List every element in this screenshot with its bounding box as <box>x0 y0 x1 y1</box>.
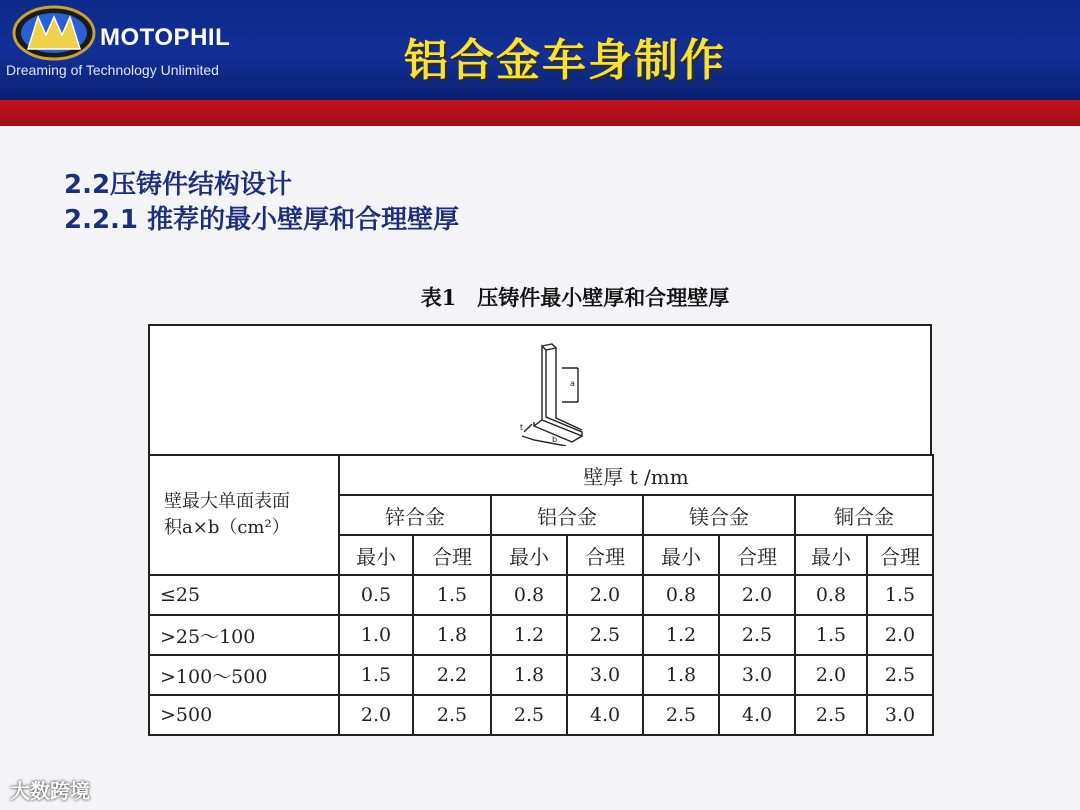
table-cell: 2.5 <box>491 695 567 735</box>
svg-text:b: b <box>552 435 558 444</box>
thickness-header: 壁厚 t /mm <box>339 455 933 495</box>
area-header-line2: 积a×b（cm²） <box>164 517 290 538</box>
diagram-cell <box>148 324 932 454</box>
watermark <box>10 775 90 804</box>
svg-text:a: a <box>570 379 575 388</box>
table-cell: 4.0 <box>719 695 795 735</box>
table-cell: 2.0 <box>719 575 795 615</box>
table-row <box>149 655 933 695</box>
table-cell: 2.0 <box>867 615 933 655</box>
wall-thickness-table <box>148 454 934 736</box>
table-cell: 0.8 <box>643 575 719 615</box>
area-header <box>149 455 339 575</box>
table-cell: 2.0 <box>567 575 643 615</box>
table-cell: 0.5 <box>339 575 413 615</box>
svg-text:t: t <box>520 423 524 432</box>
alloy-header: 锌合金 <box>339 495 491 535</box>
table-cell: 1.0 <box>339 615 413 655</box>
table-cell: 2.2 <box>413 655 491 695</box>
table-cell: 2.5 <box>643 695 719 735</box>
area-header-line1: 壁最大单面表面 <box>164 491 290 512</box>
table-cell: 1.5 <box>795 615 867 655</box>
row-label: >100～500 <box>149 655 339 695</box>
table-cell: 2.5 <box>413 695 491 735</box>
table-cell: 1.8 <box>413 615 491 655</box>
table-cell: 3.0 <box>567 655 643 695</box>
sub-header: 合理 <box>867 535 933 575</box>
table-cell: 4.0 <box>567 695 643 735</box>
table-cell: 1.5 <box>339 655 413 695</box>
table-cell: 2.0 <box>795 655 867 695</box>
table-cell: 0.8 <box>491 575 567 615</box>
table-cell: 0.8 <box>795 575 867 615</box>
table-cell: 1.5 <box>867 575 933 615</box>
table-cell: 3.0 <box>867 695 933 735</box>
subsection-heading: 2.2.1 推荐的最小壁厚和合理壁厚 <box>64 205 460 235</box>
table-cell: 1.2 <box>643 615 719 655</box>
table-cell: 1.8 <box>491 655 567 695</box>
table-cell: 3.0 <box>719 655 795 695</box>
table-cell: 2.5 <box>719 615 795 655</box>
watermark-text: 大数跨境 <box>10 779 90 803</box>
table-row <box>149 575 933 615</box>
brand-name: MOTOPHIL <box>100 24 231 51</box>
sub-header: 最小 <box>491 535 567 575</box>
sub-header: 最小 <box>643 535 719 575</box>
brand-tagline: Dreaming of Technology Unlimited <box>6 62 219 78</box>
table-cell: 2.0 <box>339 695 413 735</box>
row-label: >500 <box>149 695 339 735</box>
table-row <box>149 615 933 655</box>
table-cell: 2.5 <box>867 655 933 695</box>
section-heading: 2.2压铸件结构设计 <box>64 170 293 200</box>
table-cell: 1.8 <box>643 655 719 695</box>
table-cell: 1.5 <box>413 575 491 615</box>
alloy-header: 镁合金 <box>643 495 795 535</box>
l-bracket-diagram <box>512 340 602 446</box>
header-accent-bar <box>0 100 1080 126</box>
page-title: 铝合金车身制作 <box>404 35 726 86</box>
sub-header: 最小 <box>339 535 413 575</box>
row-label: >25～100 <box>149 615 339 655</box>
table-cell: 2.5 <box>567 615 643 655</box>
alloy-header: 铝合金 <box>491 495 643 535</box>
sub-header: 合理 <box>567 535 643 575</box>
table-caption: 表1 压铸件最小壁厚和合理壁厚 <box>420 285 730 310</box>
sub-header: 合理 <box>413 535 491 575</box>
table-cell: 2.5 <box>795 695 867 735</box>
header-bar <box>0 0 1080 100</box>
table-row <box>149 695 933 735</box>
row-label: ≤25 <box>149 575 339 615</box>
sub-header: 合理 <box>719 535 795 575</box>
motophil-logo-icon <box>12 5 96 61</box>
sub-header: 最小 <box>795 535 867 575</box>
table-cell: 1.2 <box>491 615 567 655</box>
alloy-header: 铜合金 <box>795 495 933 535</box>
